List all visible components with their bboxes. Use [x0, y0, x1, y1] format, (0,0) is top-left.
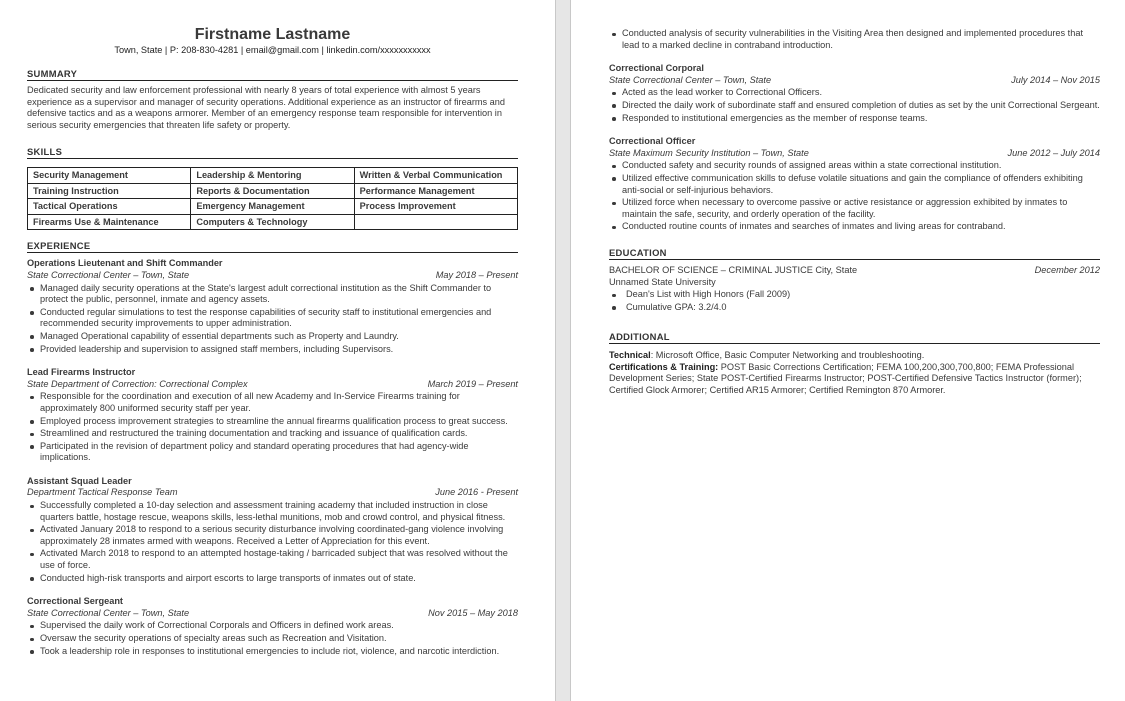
education-bullet: Cumulative GPA: 3.2/4.0 [609, 302, 1100, 314]
technical-label: Technical [609, 350, 651, 361]
education-bullets [609, 289, 1100, 313]
job-entry [27, 476, 518, 584]
bullet-item: Conducted safety and security rounds of assigned areas within a state correctional institution. [609, 160, 1100, 172]
skills-row [28, 183, 518, 199]
job-dates: June 2012 – July 2014 [1007, 147, 1100, 158]
bullet-item: Employed process improvement strategies to streamline the annual firearms qualification process to great success. [27, 416, 518, 428]
experience-heading: EXPERIENCE [27, 240, 518, 253]
skill-cell: Written & Verbal Communication [354, 168, 517, 184]
bullet-item: Responsible for the coordination and execution of all new Academy and In-Service Firearms training for approximately 800 uniformed security staff per year. [27, 391, 518, 414]
bullet-item: Successfully completed a 10-day selection and assessment training academy that included instruction in close quarters battle, hostage rescue, weapons skills, less-lethal munitions, mob and crowd control, and physical fitness. [27, 500, 518, 523]
bullet-item: Oversaw the security operations of specialty areas such as Recreation and Visitation. [27, 633, 518, 645]
bullet-item: Provided leadership and supervision to assigned staff members, including Supervisors. [27, 344, 518, 356]
job-bullets [609, 87, 1100, 124]
job-bullets [27, 620, 518, 657]
bullet-item: Participated in the revision of department policy and standard operating procedures that had agency-wide implications. [27, 441, 518, 464]
skills-row [28, 168, 518, 184]
bullet-item: Responded to institutional emergencies as the member of response teams. [609, 113, 1100, 125]
bullet-item: Managed Operational capability of essential departments such as Property and Laundry. [27, 331, 518, 343]
school: Unnamed State University [609, 276, 716, 287]
additional-heading: ADDITIONAL [609, 331, 1100, 344]
certifications-text: POST Basic Corrections Certification; FEMA 100,200,300,700,800; FEMA Professional Development Series; State POST-Certified Firearms Instructor; POST-Certified Defensive Tactics Instructor (former); Certified Glock Armorer; Certified AR15 Armorer; Certified Remington 870 Armorer. [609, 361, 1082, 396]
degree-row [609, 265, 1100, 277]
job-organization: State Correctional Center – Town, State [27, 269, 190, 280]
job-subheader [27, 379, 518, 391]
job-entry [609, 63, 1100, 124]
skill-cell: Leadership & Mentoring [191, 168, 354, 184]
job-dates: May 2018 – Present [435, 269, 518, 280]
job-subheader [27, 487, 518, 499]
candidate-name: Firstname Lastname [194, 26, 351, 43]
job-title: Operations Lieutenant and Shift Commander [27, 258, 223, 269]
bullet-item: Took a leadership role in responses to institutional emergencies to include riot, violence, and narcotic interdiction. [27, 646, 518, 658]
bullet-item: Conducted analysis of security vulnerabilities in the Visiting Area then designed and implemented procedures that lead to a marked decline in contraband introduction. [609, 28, 1100, 51]
job-organization: Department Tactical Response Team [27, 487, 178, 498]
bullet-item: Activated March 2018 to respond to an attempted hostage-taking / barricaded subject that was resolved without the use of force. [27, 548, 518, 571]
job-organization: State Correctional Center – Town, State [27, 607, 190, 618]
education-heading: EDUCATION [609, 247, 1100, 260]
job-title: Assistant Squad Leader [27, 475, 132, 486]
contact-line: Town, State | P: 208-830-4281 | email@gmail.com | linkedin.com/xxxxxxxxxxx [114, 45, 431, 55]
job-dates: March 2019 – Present [427, 378, 518, 389]
job-subheader [27, 270, 518, 282]
skill-cell [354, 214, 517, 230]
degree: BACHELOR OF SCIENCE – CRIMINAL JUSTICE City, State [609, 264, 858, 275]
skill-cell: Process Improvement [354, 199, 517, 215]
degree-date: December 2012 [1034, 264, 1100, 275]
job-bullets [27, 283, 518, 356]
resume-page-2 [570, 0, 1125, 701]
job-bullets [27, 391, 518, 464]
job-subheader [27, 608, 518, 620]
job-organization: State Department of Correction: Correctional Complex [27, 378, 248, 389]
bullet-item: Managed daily security operations at the State's largest adult correctional institution as the Shift Commander to protect the public, personnel, inmate and agency assets. [27, 283, 518, 306]
bullet-item: Utilized effective communication skills to defuse volatile situations and gain the compliance of offenders exhibiting anti-social or self-injurious behaviors. [609, 173, 1100, 196]
skill-cell: Computers & Technology [191, 214, 354, 230]
bullet-item: Directed the daily work of subordinate staff and ensured completion of duties as set by the unit Correctional Sergeant. [609, 100, 1100, 112]
bullet-item: Utilized force when necessary to overcome passive or active resistance or aggression exhibited by inmates to maintain the safe, security, and orderly operation of the facility. [609, 197, 1100, 220]
skill-cell: Training Instruction [28, 183, 191, 199]
job-entry [27, 596, 518, 657]
bullet-item: Conducted high-risk transports and airport escorts to large transports of inmates out of state. [27, 573, 518, 585]
skills-row [28, 214, 518, 230]
job-organization: State Maximum Security Institution – Town, State [609, 147, 809, 158]
continued-bullets [609, 28, 1100, 51]
bullet-item: Conducted regular simulations to test the response capabilities of security staff to institutional emergencies and recommended security improvements to upper administration. [27, 307, 518, 330]
technical-line [609, 350, 1100, 362]
technical-text: : Microsoft Office, Basic Computer Networking and troubleshooting. [650, 350, 925, 361]
job-title: Lead Firearms Instructor [27, 367, 136, 378]
skill-cell: Emergency Management [191, 199, 354, 215]
certifications-line [609, 362, 1100, 397]
job-dates: Nov 2015 – May 2018 [428, 607, 518, 618]
job-dates: June 2016 - Present [435, 487, 518, 498]
education-bullet: Dean's List with High Honors (Fall 2009) [609, 289, 1100, 301]
skills-row [28, 199, 518, 215]
skill-cell: Security Management [28, 168, 191, 184]
job-subheader [609, 148, 1100, 160]
job-bullets [27, 500, 518, 584]
job-dates: July 2014 – Nov 2015 [1011, 74, 1100, 85]
summary-heading: SUMMARY [27, 68, 518, 81]
job-title: Correctional Corporal [609, 63, 704, 74]
job-bullets [609, 160, 1100, 233]
skill-cell: Firearms Use & Maintenance [28, 214, 191, 230]
resume-page-1 [0, 0, 556, 701]
bullet-item: Acted as the lead worker to Correctional Officers. [609, 87, 1100, 99]
skill-cell: Performance Management [354, 183, 517, 199]
bullet-item: Conducted routine counts of inmates and searches of inmates and living areas for contraband. [609, 221, 1100, 233]
skills-table [27, 167, 518, 230]
skill-cell: Reports & Documentation [191, 183, 354, 199]
job-entry [27, 367, 518, 464]
summary-text: Dedicated security and law enforcement professional with nearly 8 years of total experience with almost 5 years experience as a supervisor and manager of security operations. Additional experience as an instructor of firearms and defensive tactics and as a weapons armorer. Member of an emergency response team responsible for intervention in serious security emergencies that threaten life safety or property. [27, 85, 506, 130]
job-subheader [609, 75, 1100, 87]
bullet-item: Streamlined and restructured the training documentation and tracking and issuance of qualification cards. [27, 428, 518, 440]
job-organization: State Correctional Center – Town, State [609, 74, 772, 85]
job-entry [27, 258, 518, 355]
job-title: Correctional Sergeant [27, 596, 123, 607]
job-entry [609, 136, 1100, 233]
bullet-item: Activated January 2018 to respond to a serious security disturbance involving coordinated-gang violence involving approximately 28 inmates armed with weapons. Received a Letter of Appreciation for this event. [27, 524, 518, 547]
skill-cell: Tactical Operations [28, 199, 191, 215]
skills-heading: SKILLS [27, 146, 518, 159]
bullet-item: Supervised the daily work of Correctional Corporals and Officers in defined work areas. [27, 620, 518, 632]
job-title: Correctional Officer [609, 136, 696, 147]
certifications-label: Certifications & Training: [609, 361, 719, 372]
